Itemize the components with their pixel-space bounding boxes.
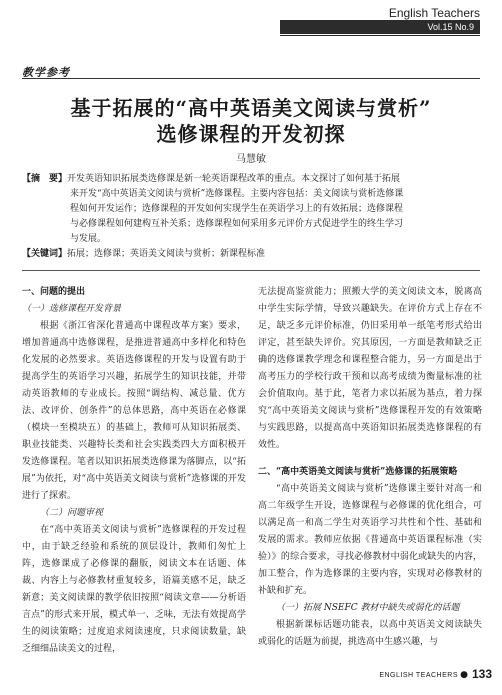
article-title-line1: 基于拓展的“高中英语美文阅读与赏析” bbox=[70, 96, 432, 120]
subsection-heading: （二）问题审视 bbox=[40, 508, 104, 518]
body-paragraph: 根据《浙江省深化普通高中课程改革方案》要求，增加普通高中选修课程，是推进普通高中多样化和特色化发展的必然要求。英语选修课程的开发与设置有助于提高学生的英语学习兴趣，拓展学生的知识技能，并带动英语教师的专业成长。按照“调结构、减总量、优方法、改评价、创条件”的总体思路，高中英语在必修课（模块一至模块五）的基础上，教师可从知识拓展类、职业技能类、兴趣特长类和社会实践类四大方面积极开发选修课程。笔者以知识拓展类选修课为落脚点，以“拓展”为依托，对“高中英语美文阅读与赏析”选修课的开发进行了探索。 bbox=[22, 321, 246, 501]
abstract-block bbox=[22, 172, 480, 262]
article-title-line2: 选修课程的开发初探 bbox=[156, 122, 346, 146]
abstract-line: 来开发“高中英语美文阅读与赏析”选修课程。主要内容包括：美文阅读与赏析选修课 bbox=[70, 189, 404, 199]
keywords-text: 拓展；选修课；英语美文阅读与赏析；新课程标准 bbox=[67, 249, 266, 259]
issue-number: Vol.15 No.9 bbox=[280, 20, 480, 34]
abstract-line: 与必修课程如何建构互补关系；选修课程如何采用多元评价方式促进学生的终生学习 bbox=[70, 219, 404, 229]
article-author: 马慧敏 bbox=[236, 154, 266, 165]
abstract-label: 【摘 要】 bbox=[22, 174, 68, 184]
journal-title: English Teachers bbox=[388, 6, 480, 20]
body-paragraph: 根据新课标话题功能表，以高中英语美文阅读缺失或弱化的话题为前提，挑选高中生感兴趣，与 bbox=[258, 620, 482, 647]
footer-bullet-icon: ● bbox=[460, 670, 468, 680]
subsection-heading: （一）选修课程开发背景 bbox=[22, 304, 122, 314]
body-paragraph: “高中英语美文阅读与赏析”选修课主要针对高一和高二年级学生开设，选修课程与必修课的优化组合，可以满足高一和高二学生对英语学习共性和个性、基础和发展的需求。教师应依据《普通高中英语课程标准（实验）》的综合要求，寻找必修教材中弱化或缺失的内容，加工整合，作为选修课的主要内容，实现对必修教材的补缺和扩充。 bbox=[258, 484, 482, 596]
abstract-line: 程如何开发运作；选修课程的开发如何实现学生在英语学习上的有效拓展；选修课程 bbox=[70, 204, 404, 214]
footer-brand: ENGLISH TEACHERS bbox=[379, 672, 458, 679]
header-rule bbox=[280, 35, 480, 36]
section-heading: 一、问题的提出 bbox=[22, 287, 86, 297]
body-paragraph: 无法提高鉴赏能力；照搬大学的美文阅读文本，脱离高中学生实际学情，导致兴趣缺失。在评价方式上存在不足，缺乏多元评价标准，仍旧采用单一纸笔考形式给出评定，甚至缺失评价。究其原因，一方面是教师缺乏正确的选修课教学理念和课程整合能力，另一方面是出于高考压力的学校行政干预和以高考成绩为衡量标准的社会价值取向。基于此，笔者力求以拓展为基点，着力探究“高中英语美文阅读与赏析”选修课程开发的有效策略与实践思路，以提高高中英语知识拓展类选修课程的有效性。 bbox=[258, 287, 482, 450]
keywords-label: 【关键词】 bbox=[22, 249, 68, 259]
section-heading: 二、“高中英语美文阅读与赏析”选修课的拓展策略 bbox=[258, 467, 458, 477]
subsection-heading: （一）拓展 NSEFC 教材中缺失或弱化的话题 bbox=[276, 603, 460, 613]
abstract-line: 开发英语知识拓展类选修课是新一轮英语课程改革的重点。本文探讨了如何基于拓展 bbox=[67, 174, 401, 184]
section-rule bbox=[22, 78, 480, 79]
body-left-column bbox=[22, 284, 246, 658]
body-paragraph: 在“高中英语美文阅读与赏析”选修课程的开发过程中，由于缺乏经验和系统的顶层设计，教师们匆忙上阵，选修课成了必修课的翻版，阅读文本在话题、体裁、内容上与必修教材重复较多，语篇美感不足，缺乏新意；美文阅读课的教学依旧按照“阅读文章——分析语言点”的形式来开展，模式单一、乏味，无法有效提高学生的阅读策略；过度追求阅读速度，只求阅读数量，缺乏细细品读美文的过程， bbox=[22, 525, 246, 654]
abstract-line: 与发展。 bbox=[70, 234, 107, 244]
body-right-column bbox=[258, 284, 482, 651]
abstract-rule bbox=[22, 270, 480, 271]
section-label: 教学参考 bbox=[22, 66, 70, 79]
page-number: 133 bbox=[471, 667, 492, 681]
